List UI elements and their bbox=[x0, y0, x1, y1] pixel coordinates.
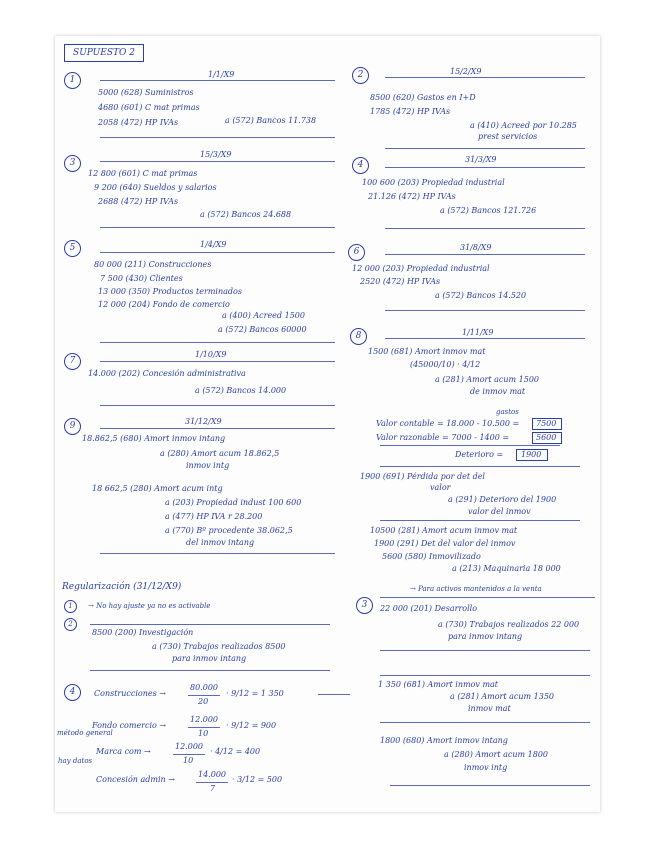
reg-3-rule bbox=[380, 650, 590, 651]
baja-note: → Para activos mantenidos a la venta bbox=[410, 585, 542, 593]
entry-4-line-2: 21.126 (472) HP IVAs bbox=[368, 192, 456, 201]
entry-4-line-1: 100 600 (203) Propiedad industrial bbox=[362, 178, 505, 187]
calc-marca-label: Marca com → bbox=[96, 747, 151, 756]
entry-7-line-2: a (572) Bancos 14.000 bbox=[195, 386, 287, 395]
entry-3-end-rule bbox=[100, 227, 335, 228]
calc-fondo-den: 10 bbox=[198, 729, 209, 738]
note-metodo-general: método general bbox=[57, 729, 113, 737]
amort-intg-line-2: a (280) Amort acum 1800 bbox=[444, 750, 549, 759]
amort-intg-line-1: 1800 (680) Amort inmov intang bbox=[380, 736, 508, 745]
reg-3-line-1: 22 000 (201) Desarrollo bbox=[380, 604, 478, 613]
entry-9-date: 31/12/X9 bbox=[185, 417, 222, 426]
amort-intg-line-3: inmov intg bbox=[464, 763, 508, 772]
amort-mat-line-2: a (281) Amort acum 1350 bbox=[450, 692, 555, 701]
reg-number-1: 1 bbox=[64, 600, 77, 613]
valor-contable-label: Valor contable = 18.000 - 10.500 = bbox=[376, 419, 520, 428]
entry-number-1: 1 bbox=[64, 72, 81, 89]
calc-marca-result: · 4/12 = 400 bbox=[210, 747, 261, 756]
calc-construcciones-label: Construcciones → bbox=[94, 689, 166, 698]
entry-6-date: 31/8/X9 bbox=[460, 243, 492, 252]
document-title: SUPUESTO 2 bbox=[64, 44, 144, 62]
calc-marca-den: 10 bbox=[183, 756, 194, 765]
entry-9-line-6: a (477) HP IVA r 28.200 bbox=[165, 512, 263, 521]
reg-2-line-3: para inmov intang bbox=[172, 654, 247, 663]
entry-2-date: 15/2/X9 bbox=[450, 67, 482, 76]
entry-4-date: 31/3/X9 bbox=[465, 155, 497, 164]
baja-line-1: 10500 (281) Amort acum inmov mat bbox=[370, 526, 518, 535]
calc-construcciones-result: · 9/12 = 1 350 bbox=[226, 689, 284, 698]
note-gastos: gastos bbox=[496, 408, 519, 416]
reg-1-text: → No hay ajuste ya no es activable bbox=[88, 602, 211, 610]
valor-razonable-label: Valor razonable = 7000 - 1400 = bbox=[376, 433, 510, 442]
entry-5-date: 1/4/X9 bbox=[200, 240, 227, 249]
entry-5-line-2: 7 500 (430) Clientes bbox=[100, 274, 183, 283]
entry-9-line-3: inmov intg bbox=[186, 461, 230, 470]
reg-number-3: 3 bbox=[356, 597, 373, 614]
calc-fondo-num: 12.000 bbox=[190, 715, 218, 724]
entry-2-line-4: prest servicios bbox=[478, 132, 538, 141]
entry-5-line-5: a (400) Acreed 1500 bbox=[222, 311, 305, 320]
entry-6-line-1: 12 000 (203) Propiedad industrial bbox=[352, 264, 490, 273]
entry-5-line-6: a (572) Bancos 60000 bbox=[218, 325, 307, 334]
entry-3-line-1: 12 800 (601) C mat primas bbox=[88, 169, 198, 178]
entry-9-line-5: a (203) Propiedad indust 100 600 bbox=[165, 498, 302, 507]
entry-2-line-2: 1785 (472) HP IVAs bbox=[370, 107, 451, 116]
entry-4-end-rule bbox=[385, 228, 585, 229]
entry-9-line-2: a (280) Amort acum 18.862,5 bbox=[160, 449, 280, 458]
arrow-to-right bbox=[318, 694, 350, 695]
entry-3-rule bbox=[100, 161, 335, 162]
reg-2-rule bbox=[90, 624, 330, 625]
calc-concesion-result: · 3/12 = 500 bbox=[232, 775, 283, 784]
valor-contable-value: 7500 bbox=[536, 419, 557, 428]
entry-5-line-4: 12 000 (204) Fondo de comercio bbox=[98, 300, 230, 309]
entry-9-line-8: del inmov intang bbox=[186, 538, 255, 547]
deterioro-entry-2: a (291) Deterioro del 1900 bbox=[448, 495, 557, 504]
entry-7-rule bbox=[100, 361, 335, 362]
deterioro-entry-1b: valor bbox=[430, 483, 451, 492]
amort-intg-end-rule bbox=[390, 785, 590, 786]
entry-9-line-7: a (770) Bº procedente 38.062,5 bbox=[165, 526, 293, 535]
regularization-heading: Regularización (31/12/X9) bbox=[62, 582, 182, 592]
deterioro-label: Deterioro = bbox=[455, 450, 504, 459]
entry-3-line-2: 9 200 (640) Sueldos y salarios bbox=[94, 183, 217, 192]
entry-1-line-4: a (572) Bancos 11.738 bbox=[225, 116, 317, 125]
entry-1-line-3: 2058 (472) HP IVAs bbox=[98, 118, 179, 127]
amort-mat-line-1: 1 350 (681) Amort inmov mat bbox=[378, 680, 499, 689]
entry-number-4: 4 bbox=[352, 157, 369, 174]
note-hay-datos: hay datos bbox=[58, 757, 93, 765]
entry-6-rule bbox=[385, 254, 585, 255]
entry-9-line-4: 18 662,5 (280) Amort acum intg bbox=[92, 484, 223, 493]
calc-construcciones-num: 80.000 bbox=[190, 683, 218, 692]
amort-mat-rule bbox=[380, 675, 590, 676]
entry-3-line-3: 2688 (472) HP IVAs bbox=[98, 197, 179, 206]
entry-9-end-rule bbox=[100, 553, 335, 554]
deterioro-entry-rule bbox=[380, 520, 580, 521]
reg-2-end-rule bbox=[90, 670, 330, 671]
reg-number-4: 4 bbox=[64, 684, 81, 701]
entry-5-line-1: 80 000 (211) Construcciones bbox=[94, 260, 212, 269]
calc-construcciones-den: 20 bbox=[198, 697, 209, 706]
entry-5-end-rule bbox=[100, 342, 335, 343]
entry-7-date: 1/10/X9 bbox=[195, 350, 227, 359]
entry-1-date: 1/1/X9 bbox=[208, 70, 235, 79]
calc-concesion-frac bbox=[196, 782, 228, 783]
calc-concesion-num: 14.000 bbox=[198, 770, 226, 779]
entry-number-8: 8 bbox=[350, 328, 367, 345]
calc-construcciones-frac bbox=[188, 695, 220, 696]
entry-9-rule bbox=[100, 428, 335, 429]
entry-8-line-2: (45000/10) · 4/12 bbox=[410, 360, 481, 369]
valor-razonable-value: 5600 bbox=[536, 433, 557, 442]
entry-2-rule bbox=[385, 77, 585, 78]
entry-3-line-4: a (572) Bancos 24.688 bbox=[200, 210, 292, 219]
entry-8-line-4: de inmov mat bbox=[470, 387, 526, 396]
entry-1-line-2: 4680 (601) C mat primas bbox=[98, 103, 200, 112]
baja-end-rule bbox=[380, 597, 595, 598]
entry-number-2: 2 bbox=[352, 67, 369, 84]
baja-line-4: a (213) Maquinaria 18 000 bbox=[452, 564, 561, 573]
entry-5-line-3: 13 000 (350) Productos terminados bbox=[98, 287, 242, 296]
reg-3-line-3: para inmov intang bbox=[448, 632, 523, 641]
entry-6-end-rule bbox=[385, 310, 585, 311]
entry-9-line-1: 18.862,5 (680) Amort inmov intang bbox=[82, 434, 226, 443]
calc-concesion-den: 7 bbox=[210, 784, 216, 793]
calc-concesion-label: Concesión admin → bbox=[96, 775, 175, 784]
entry-3-date: 15/3/X9 bbox=[200, 150, 232, 159]
entry-5-rule bbox=[100, 252, 335, 253]
entry-number-7: 7 bbox=[64, 353, 81, 370]
deterioro-entry-1: 1900 (691) Pérdida por det del bbox=[360, 472, 485, 481]
calc-marca-frac bbox=[173, 754, 205, 755]
deterioro-rule bbox=[380, 445, 560, 446]
entry-2-line-3: a (410) Acreed por 10.285 bbox=[470, 121, 577, 130]
entry-8-line-1: 1500 (681) Amort inmov mat bbox=[368, 347, 486, 356]
entry-8-date: 1/11/X9 bbox=[462, 328, 494, 337]
baja-line-3: 5600 (580) Inmovilizado bbox=[382, 552, 481, 561]
entry-1-line-1: 5000 (628) Suministros bbox=[98, 88, 194, 97]
amort-mat-end-rule bbox=[380, 722, 590, 723]
reg-number-2: 2 bbox=[64, 618, 77, 631]
entry-7-end-rule bbox=[100, 405, 335, 406]
entry-6-line-3: a (572) Bancos 14.520 bbox=[435, 291, 527, 300]
calc-marca-num: 12.000 bbox=[175, 742, 203, 751]
entry-number-5: 5 bbox=[64, 240, 81, 257]
entry-number-3: 3 bbox=[64, 155, 81, 172]
reg-3-line-2: a (730) Trabajos realizados 22 000 bbox=[438, 620, 580, 629]
entry-number-9: 9 bbox=[64, 418, 81, 435]
entry-8-rule bbox=[385, 338, 585, 339]
deterioro-end-rule bbox=[380, 466, 580, 467]
entry-1-end-rule bbox=[100, 137, 335, 138]
entry-2-line-1: 8500 (620) Gastos en I+D bbox=[370, 93, 476, 102]
calc-fondo-result: · 9/12 = 900 bbox=[226, 721, 277, 730]
entry-7-line-1: 14.000 (202) Concesión administrativa bbox=[88, 369, 246, 378]
entry-4-line-3: a (572) Bancos 121.726 bbox=[440, 206, 537, 215]
deterioro-entry-2b: valor del inmov bbox=[468, 507, 531, 516]
deterioro-value: 1900 bbox=[521, 450, 542, 459]
entry-1-rule bbox=[100, 80, 335, 81]
calc-fondo-frac bbox=[188, 727, 220, 728]
entry-number-6: 6 bbox=[348, 244, 365, 261]
amort-mat-line-3: inmov mat bbox=[468, 704, 511, 713]
entry-4-rule bbox=[385, 167, 585, 168]
entry-8-line-3: a (281) Amort acum 1500 bbox=[435, 375, 540, 384]
entry-2-end-rule bbox=[385, 148, 585, 149]
reg-2-line-1: 8500 (200) Investigación bbox=[92, 628, 194, 637]
reg-2-line-2: a (730) Trabajos realizados 8500 bbox=[152, 642, 286, 651]
baja-line-2: 1900 (291) Det del valor del inmov bbox=[374, 539, 516, 548]
calc-fondo-label: Fondo comercio → bbox=[92, 721, 167, 730]
entry-6-line-2: 2520 (472) HP IVAs bbox=[360, 277, 441, 286]
